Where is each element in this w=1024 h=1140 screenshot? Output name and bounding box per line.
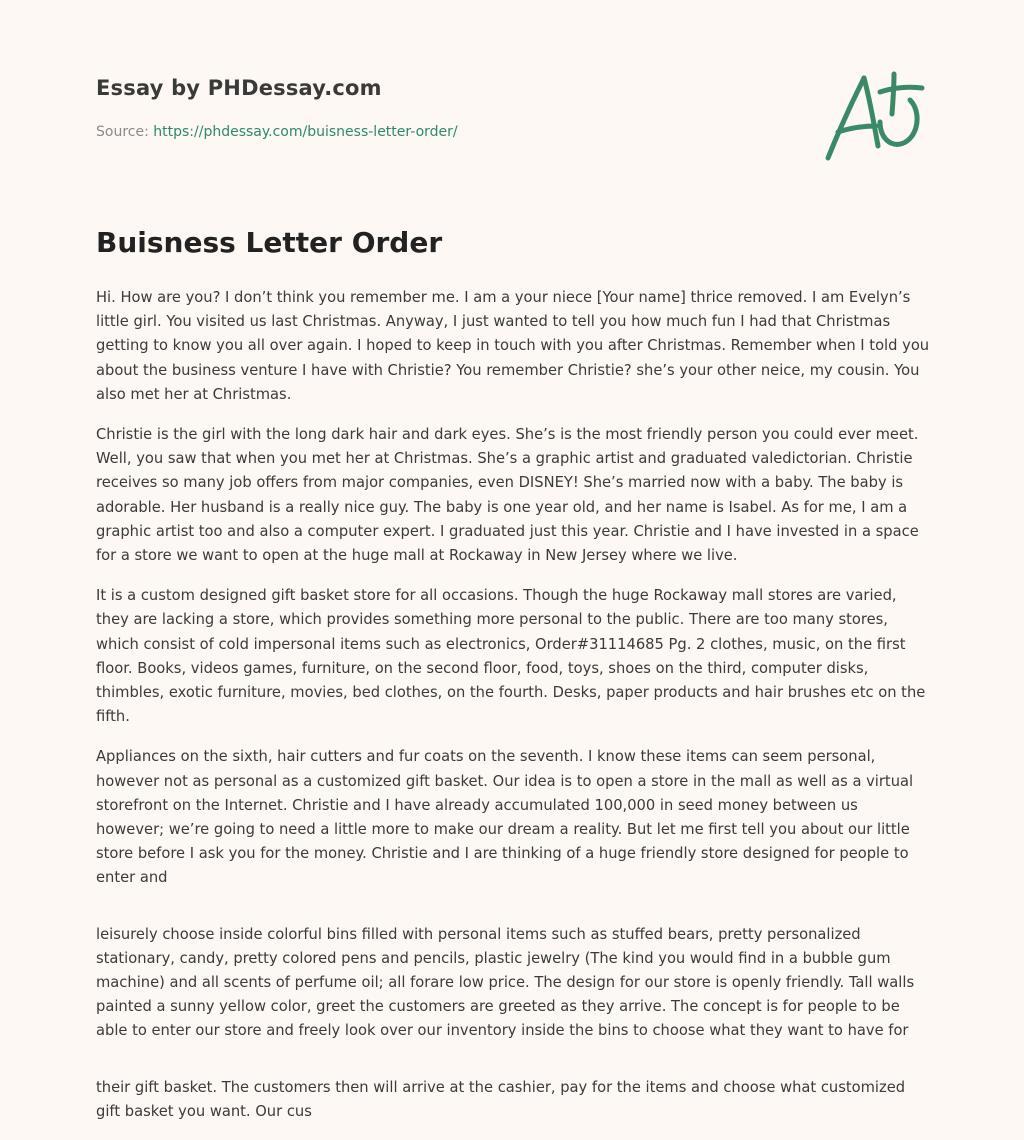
source-label: Source: xyxy=(96,124,154,140)
source-line xyxy=(96,124,458,140)
source-link[interactable]: https://phdessay.com/buisness-letter-order/ xyxy=(153,124,458,140)
paragraph: Christie is the girl with the long dark hair and dark eyes. She’s is the most friendly person you could ever meet. Well, you saw that when you met her at Christmas. She’s a graphic artist and graduated valedictorian. Christie receives so many job offers from major companies, even DISNEY! She’s married now with a baby. The baby is adorable. Her husband is a really nice guy. The baby is one year old, and her name is Isabel. As for me, I am a graphic artist too and also a computer expert. I graduated just this year. Christie and I have invested in a space for a store we want to open at the huge mall at Rockaway in New Jersey where we live. xyxy=(96,426,919,565)
paragraph: leisurely choose inside colorful bins filled with personal items such as stuffed bears, pretty personalized stationary, candy, pretty colored pens and pencils, plastic jewelry (The kind you would find in a bubble gum machine) and all scents of perfume oil; all forare low price. The design for our store is openly friendly. Tall walls painted a sunny yellow color, greet the customers are greeted as they arrive. The concept is for people to be able to enter our store and freely look over our inventory inside the bins to choose what they want to have for xyxy=(96,925,915,1040)
paragraph: Hi. How are you? I don’t think you remember me. I am a your niece [Your name] thrice removed. I am Evelyn’s little girl. You visited us last Christmas. Anyway, I just wanted to tell you how much fun I had that Christmas getting to know you all over again. I hoped to keep in touch with you after Christmas. Remember when I told you about the business venture I have with Christie? You remember Christie? she’s your other neice, my cousin. You also met her at Christmas. xyxy=(96,289,930,403)
paragraph: It is a custom designed gift basket store for all occasions. Though the huge Rockaway mall stores are varied, they are lacking a store, which provides something more personal to the public. There are too many stores, which consist of cold impersonal items such as electronics, Order#31114685 Pg. 2 clothes, music, on the first floor. Books, videos games, furniture, on the second floor, food, toys, shoes on the third, computer disks, thimbles, exotic furniture, movies, bed clothes, on the fourth. Desks, paper products and hair brushes etc on the fifth. xyxy=(96,587,926,726)
essay-body xyxy=(96,286,930,1140)
paragraph: Appliances on the sixth, hair cutters and fur coats on the seventh. I know these items can seem personal, however not as personal as a customized gift basket. Our idea is to open a store in the mall as well as a virtual storefront on the Internet. Christie and I have already accumulated 100,000 in seed money between us however; we’re going to need a little more to make our dream a reality. But let me first tell you about our little store before I ask you for the money. Christie and I are thinking of a huge friendly store designed for people to enter and xyxy=(96,748,914,887)
a-plus-logo-icon xyxy=(818,66,930,166)
brand-title: Essay by PHDessay.com xyxy=(96,76,382,100)
paragraph: their gift basket. The customers then will arrive at the cashier, pay for the items and choose what customized gift basket you want. Our cus xyxy=(96,1078,906,1120)
page-title: Buisness Letter Order xyxy=(96,226,443,259)
